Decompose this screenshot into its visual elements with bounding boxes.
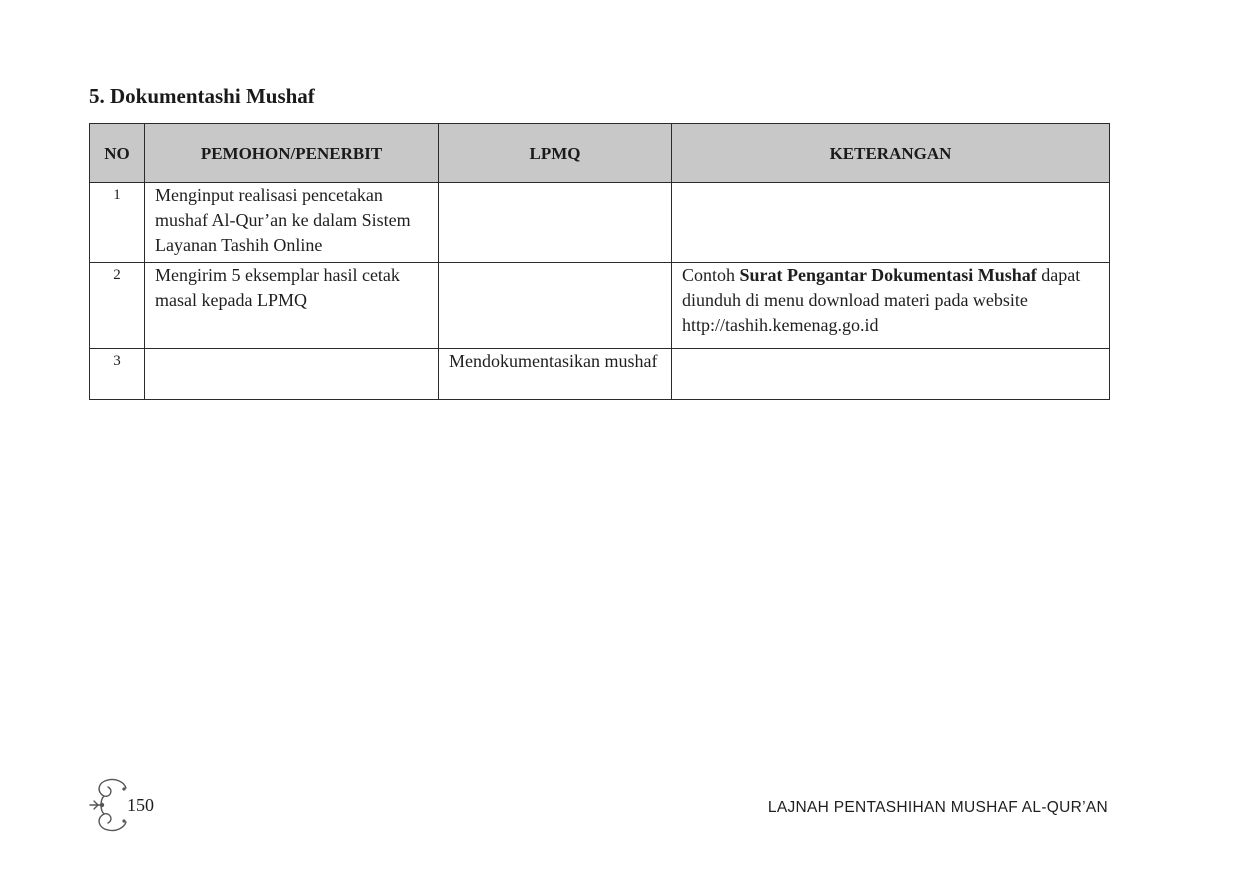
row-number: 3 <box>90 349 145 400</box>
cell-lpmq <box>439 183 672 263</box>
cell-pemohon: Mengirim 5 eksemplar hasil cetak masal kepada LPMQ <box>145 263 439 349</box>
cell-keterangan <box>672 263 1110 349</box>
cell-lpmq: Mendokumentasikan mushaf <box>439 349 672 400</box>
table-row <box>90 349 1110 400</box>
cell-keterangan <box>672 183 1110 263</box>
note-document-name: Surat Pengantar Dokumentasi Mushaf <box>739 265 1037 285</box>
procedure-table <box>89 123 1110 400</box>
cell-lpmq <box>439 263 672 349</box>
section-title: 5. Dokumentashi Mushaf <box>89 84 315 108</box>
header-keterangan: KETERANGAN <box>672 124 1110 183</box>
running-footer-title: LAJNAH PENTASHIHAN MUSHAF AL-QUR’AN <box>767 799 1108 816</box>
note-suffix: dapat diunduh di menu download materi pada website http://tashih.kemenag.go.id <box>682 265 1081 335</box>
note-prefix: Contoh <box>682 265 740 285</box>
cell-pemohon <box>145 349 439 400</box>
floral-ornament-icon <box>86 776 132 834</box>
cell-keterangan <box>672 349 1110 400</box>
row-number: 2 <box>90 263 145 349</box>
table-row <box>90 263 1110 349</box>
cell-pemohon: Menginput realisasi pencetakan mushaf Al-Qur’an ke dalam Sistem Layanan Tashih Online <box>145 183 439 263</box>
row-number: 1 <box>90 183 145 263</box>
table-header-row <box>90 124 1110 183</box>
header-lpmq: LPMQ <box>439 124 672 183</box>
header-no: NO <box>90 124 145 183</box>
page-number: 150 <box>127 795 154 815</box>
table-row <box>90 183 1110 263</box>
header-pemohon-penerbit: PEMOHON/PENERBIT <box>145 124 439 183</box>
